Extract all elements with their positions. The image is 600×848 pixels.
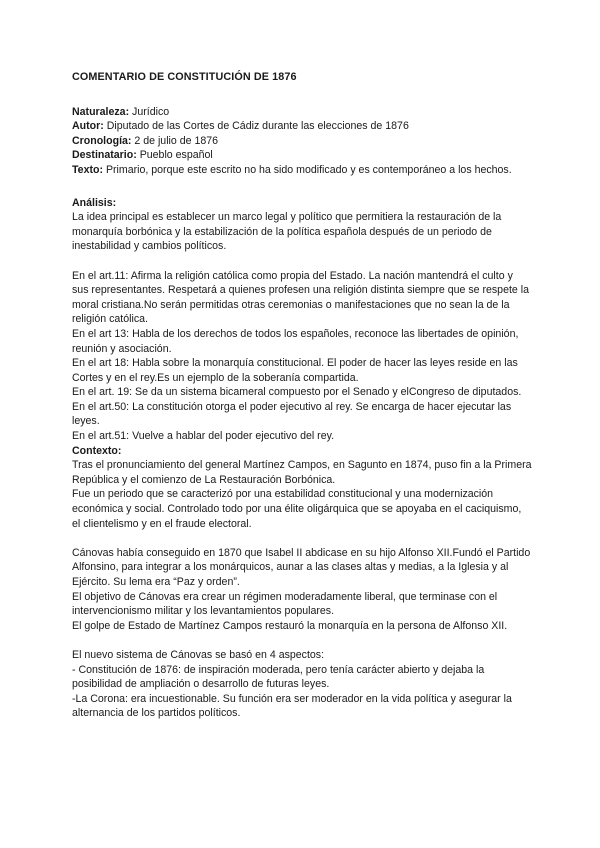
contexto-paragraph: Cánovas había conseguido en 1870 que Isabel II abdicase en su hijo Alfonso XII.Fundó el Partido Alfonsino, para integrar a los monárquicos, aunar a las clases altas y medias, a la Iglesia y al Ejército. Su lema era “Paz y orden”. [72, 546, 531, 588]
article-11: En el art.11: Afirma la religión católica como propia del Estado. La nación mantendrá el culto y sus representantes. Respetará a quienes profesen una religión distinta siempre que se respete la moral cristiana.No serán permitidas otras ceremonias o manifestaciones que no sean la de la religión católica. [72, 269, 529, 326]
meta-cronologia [72, 134, 532, 149]
contexto-paragraph: El golpe de Estado de Martínez Campos restauró la monarquía en la persona de Alfonso XII. [72, 619, 508, 632]
meta-value: 2 de julio de 1876 [131, 134, 219, 147]
meta-naturaleza [72, 105, 532, 120]
contexto-section [72, 444, 532, 721]
meta-value: Pueblo español [136, 149, 213, 162]
contexto-paragraph: El objetivo de Cánovas era crear un régimen moderadamente liberal, que terminase con el intervencionismo militar y los levantamientos populares. [72, 590, 498, 618]
article-18: En el art 18: Habla sobre la monarquía constitucional. El poder de hacer las leyes reside en las Cortes y en el rey.Es un ejemplo de la soberanía compartida. [72, 357, 518, 384]
meta-texto [72, 163, 532, 178]
meta-value: Jurídico [129, 105, 170, 118]
contexto-paragraph: Fue un periodo que se caracterizó por una estabilidad constitucional y una modernización económica y social. Controlado todo por una élite oligárquica que se apoyaba en el caciquismo, el clientelismo y en el fraude electoral. [72, 488, 522, 530]
article-50: En el art.50: La constitución otorga el poder ejecutivo al rey. Se encarga de hacer ejecutar las leyes. [72, 400, 512, 428]
meta-value: Primario, porque este escrito no ha sido modificado y es contemporáneo a los hechos. [103, 163, 512, 176]
meta-label: Destinatario: [72, 149, 137, 162]
meta-label: Cronología: [72, 134, 132, 147]
contexto-paragraph: -La Corona: era incuestionable. Su función era ser moderador en la vida política y asegurar la alternancia de los partidos políticos. [72, 692, 512, 720]
document-title: COMENTARIO DE CONSTITUCIÓN DE 1876 [72, 71, 297, 83]
meta-label: Naturaleza: [72, 105, 130, 118]
article-51: En el art.51: Vuelve a hablar del poder ejecutivo del rey. [72, 430, 335, 443]
metadata-block [72, 105, 532, 178]
contexto-paragraph: Tras el pronunciamiento del general Martínez Campos, en Sagunto en 1874, puso fin a la Primera República y el comienzo de La Restauración Borbónica. [72, 459, 532, 486]
analisis-heading: Análisis: [72, 196, 117, 209]
analisis-intro: La idea principal es establecer un marco legal y político que permitiera la restauración de la monarquía borbónica y la estabilización de la política española después de un periodo de inestabilidad y cambios políticos. [72, 211, 502, 253]
meta-label: Texto: [72, 163, 103, 176]
meta-destinatario [72, 148, 532, 163]
contexto-heading: Contexto: [72, 444, 122, 457]
article-13: En el art 13: Habla de los derechos de todos los españoles, reconoce las libertades de opinión, reunión y asociación. [72, 327, 519, 355]
meta-label: Autor: [72, 120, 104, 133]
meta-value: Diputado de las Cortes de Cádiz durante las elecciones de 1876 [103, 120, 409, 133]
article-19: En el art. 19: Se da un sistema bicameral compuesto por el Senado y elCongreso de diputados. [72, 386, 522, 399]
analisis-section [72, 196, 532, 444]
contexto-paragraph: - Constitución de 1876: de inspiración moderada, pero tenía carácter abierto y dejaba la posibilidad de ampliación o desarrollo de futuras leyes. [72, 663, 485, 691]
meta-autor [72, 119, 532, 134]
contexto-paragraph: El nuevo sistema de Cánovas se basó en 4 aspectos: [72, 648, 325, 661]
document-page [72, 70, 532, 721]
